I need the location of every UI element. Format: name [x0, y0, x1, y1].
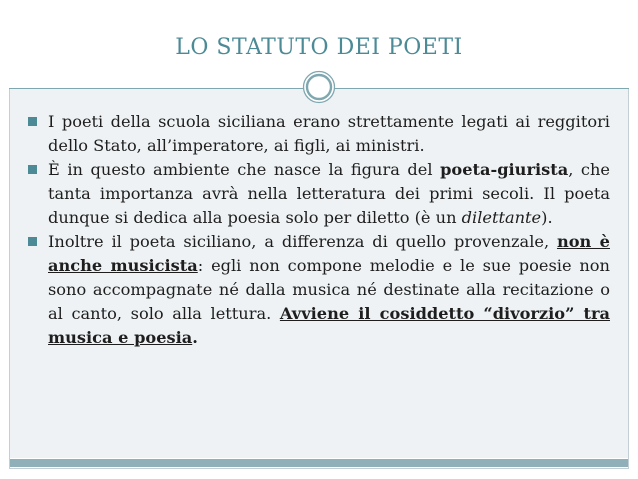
filled-square-bullet-icon [26, 115, 39, 128]
bullet-3-text-2: : egli non compone melodie e le sue poesie non sono accompagnate né dalla musica né destinate alla recitazione o al canto, solo alla lettura. [48, 256, 610, 323]
bullet-2-text-3: ). [541, 208, 553, 227]
double-circle-ornament-icon [302, 70, 336, 104]
bullet-1-text: I poeti della scuola siciliana erano strettamente legati ai reggitori dello Stato, all’imperatore, ai figli, ai ministri. [48, 112, 610, 155]
bullet-3-bold-underline-1: non è anche musicista [48, 232, 610, 275]
bottom-bar [10, 459, 628, 467]
slide-title: LO STATUTO DEI POETI [175, 35, 463, 60]
bullet-item-1 [24, 110, 610, 158]
bullet-3-text-1: Inoltre il poeta siciliano, a differenza di quello provenzale, [48, 232, 557, 251]
bullet-3-bold-underline-2: Avviene il cosiddetto “divorzio” tra musica e poesia [48, 304, 610, 347]
bullet-item-2 [24, 158, 610, 230]
filled-square-bullet-icon [26, 163, 39, 176]
bullet-2-text-2: , che tanta importanza avrà nella letteratura dei primi secoli. Il poeta dunque si dedica alla poesia solo per diletto (è un [48, 160, 610, 227]
bullet-3-text-3: . [192, 328, 198, 347]
bullet-2-italic-term: dilettante [461, 208, 542, 227]
filled-square-bullet-icon [26, 235, 39, 248]
slide-content [24, 110, 610, 350]
bullet-2-text-1: È in questo ambiente che nasce la figura del [48, 160, 441, 179]
bullet-item-3 [24, 230, 610, 350]
bullet-2-bold-term: poeta-giurista [440, 160, 569, 179]
